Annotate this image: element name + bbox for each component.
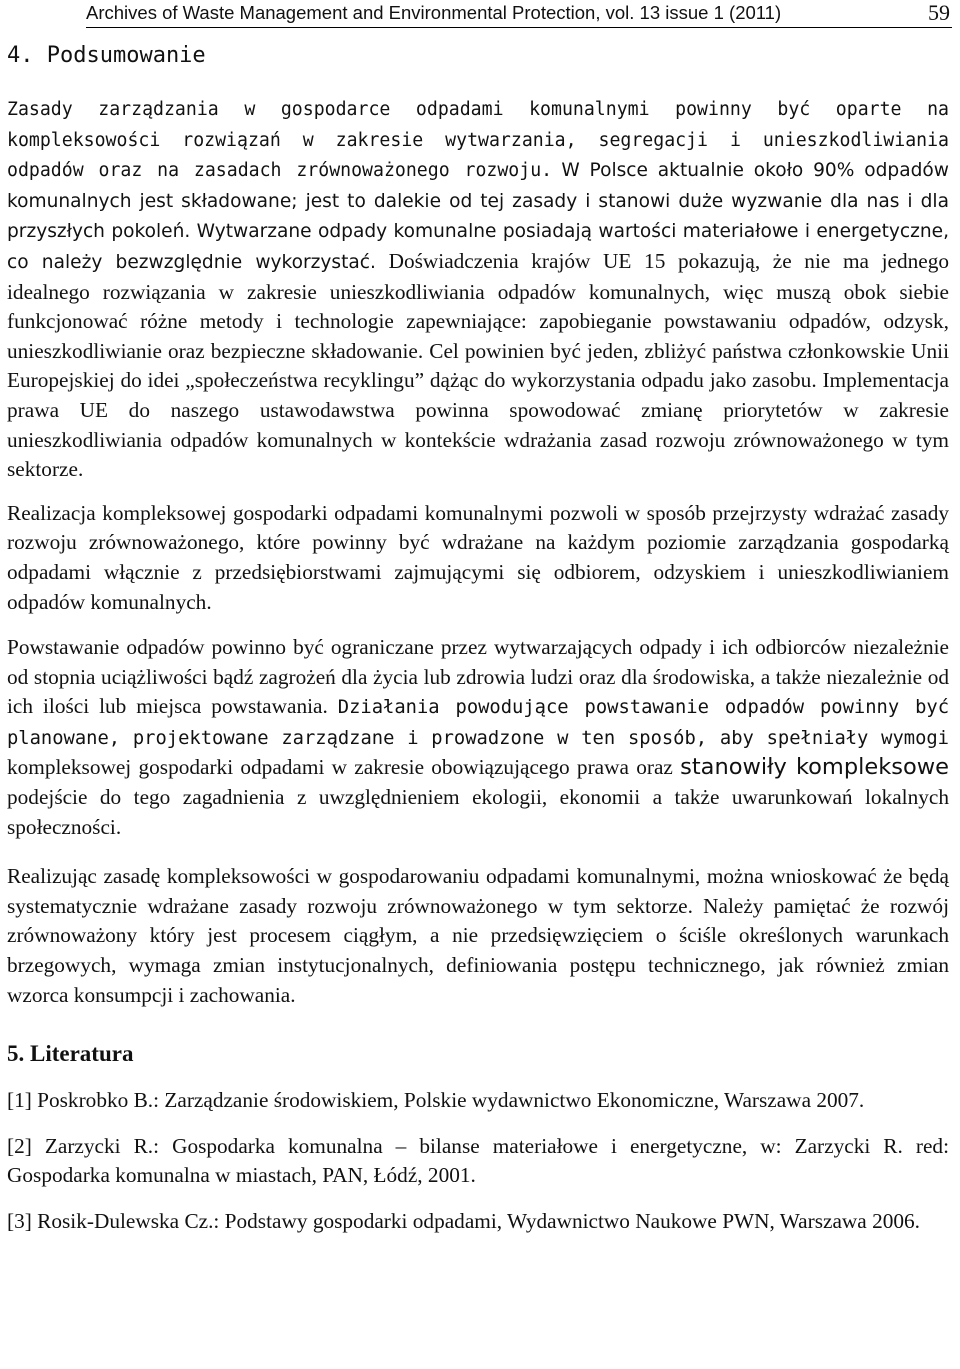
page-body	[7, 40, 949, 1237]
paragraph-text-serif: Doświadczenia krajów UE 15 pokazują, że nie ma jednego idealnego rozwiązania w zakresie unieszkodliwiania odpadów komunalnych, więc muszą obok siebie funkcjonować różne metody i technologie zapewniające: zapobieganie powstawaniu odpadów, odzysk, unieszkodliwianie oraz bezpieczne składowanie. Cel powinien być jeden, zbliżyć państwa członkowskie Unii Europejskiej do idei „społeczeństwa recyklingu” dążąc do wykorzystania odpadu jako zasobu. Implementacja prawa UE do naszego ustawodawstwa powinna spowodować zmianę priorytetów w zakresie unieszkodliwiania odpadów komunalnych w kontekście wdrażania zasad rozwoju zrównoważonego w tym sektorze.	[7, 248, 950, 482]
paragraph-text-large-sans: stanowiły kompleksowe	[680, 754, 949, 781]
page-number: 59	[928, 0, 950, 25]
paragraph-summary-4: Realizując zasadę kompleksowości w gospodarowaniu odpadami komunalnymi, można wnioskować że będą systematycznie wdrażane zasady rozwoju zrównoważonego w tym sektorze. Należy pamiętać że rozwój zrównoważony który jest procesem ciągłym, a nie przedsięwzięciem o ściśle określonych warunkach brzegowych, wymaga zmian instytucjonalnych, definiowania postępu technicznego, jak również zmian wzorca konsumpcji i zachowania.	[7, 864, 949, 1007]
section-heading-literature: 5. Literatura	[7, 1041, 134, 1067]
reference-item: [3] Rosik-Dulewska Cz.: Podstawy gospodarki odpadami, Wydawnictwo Naukowe PWN, Warszawa 2006.	[7, 1209, 920, 1233]
section-heading-summary: 4. Podsumowanie	[7, 43, 206, 68]
paragraph-text-serif: Powstawanie odpadów powinno być ograniczane przez wytwarzających odpady i ich odbiorców niezależnie od stopnia uciążliwości bądź zagrożeń dla życia lub zdrowia ludzi oraz dla środowiska, a także niezależnie od ich ilości lub miejsca powstawania.	[7, 635, 949, 719]
paragraph-summary-2: Realizacja kompleksowej gospodarki odpadami komunalnymi pozwoli w sposób przejrzysty wdrażać zasady rozwoju zrównoważonego, które powinny być wdrażane na każdym poziomie zarządzania gospodarką odpadami włącznie z przedsiębiorstwami zajmującymi się odbiorem, odzyskiem i unieszkodliwianiem odpadów komunalnych.	[7, 500, 949, 614]
paragraph-summary-3	[7, 633, 949, 842]
reference-item: [2] Zarzycki R.: Gospodarka komunalna – bilanse materiałowe i energetyczne, w: Zarzycki R. red: Gospodarka komunalna w miastach, PAN, Łódź, 2001.	[7, 1133, 949, 1188]
paragraph-text-mono: Zasady zarządzania w gospodarce odpadami komunalnymi powinny być oparte na kompleksowości rozwiązań w zakresie wytwarzania, segregacji i unieszkodliwiania odpadów oraz na zasadach zrównoważonego rozwoju.	[7, 99, 949, 182]
running-header	[86, 0, 952, 28]
paragraph-summary-1	[7, 94, 949, 485]
journal-citation: Archives of Waste Management and Environmental Protection, vol. 13 issue 1 (2011)	[86, 2, 782, 23]
paragraph-text-serif: kompleksowej gospodarki odpadami w zakresie obowiązującego prawa oraz	[7, 755, 673, 780]
paragraph-text-mono: Działania powodujące powstawanie odpadów powinny być planowane, projektowane zarządzane i prowadzone w ten sposób, aby spełniały wymogi	[7, 697, 950, 749]
paragraph-text-serif: podejście do tego zagadnienia z uwzględnieniem ekologii, ekonomii a także uwarunkowań lokalnych społeczności.	[7, 785, 949, 839]
paragraph-text-sans: W Polsce aktualnie około 90% odpadów komunalnych jest składowane; jest to dalekie od tej zasady i stanowi duże wyzwanie dla nas i dla przyszłych pokoleń. Wytwarzane odpady komunalne posiadają wartości materiałowe i energetyczne, co należy bezwzględnie wykorzystać.	[7, 160, 950, 273]
reference-item: [1] Poskrobko B.: Zarządzanie środowiskiem, Polskie wydawnictwo Ekonomiczne, Warszawa 2007.	[7, 1088, 865, 1113]
